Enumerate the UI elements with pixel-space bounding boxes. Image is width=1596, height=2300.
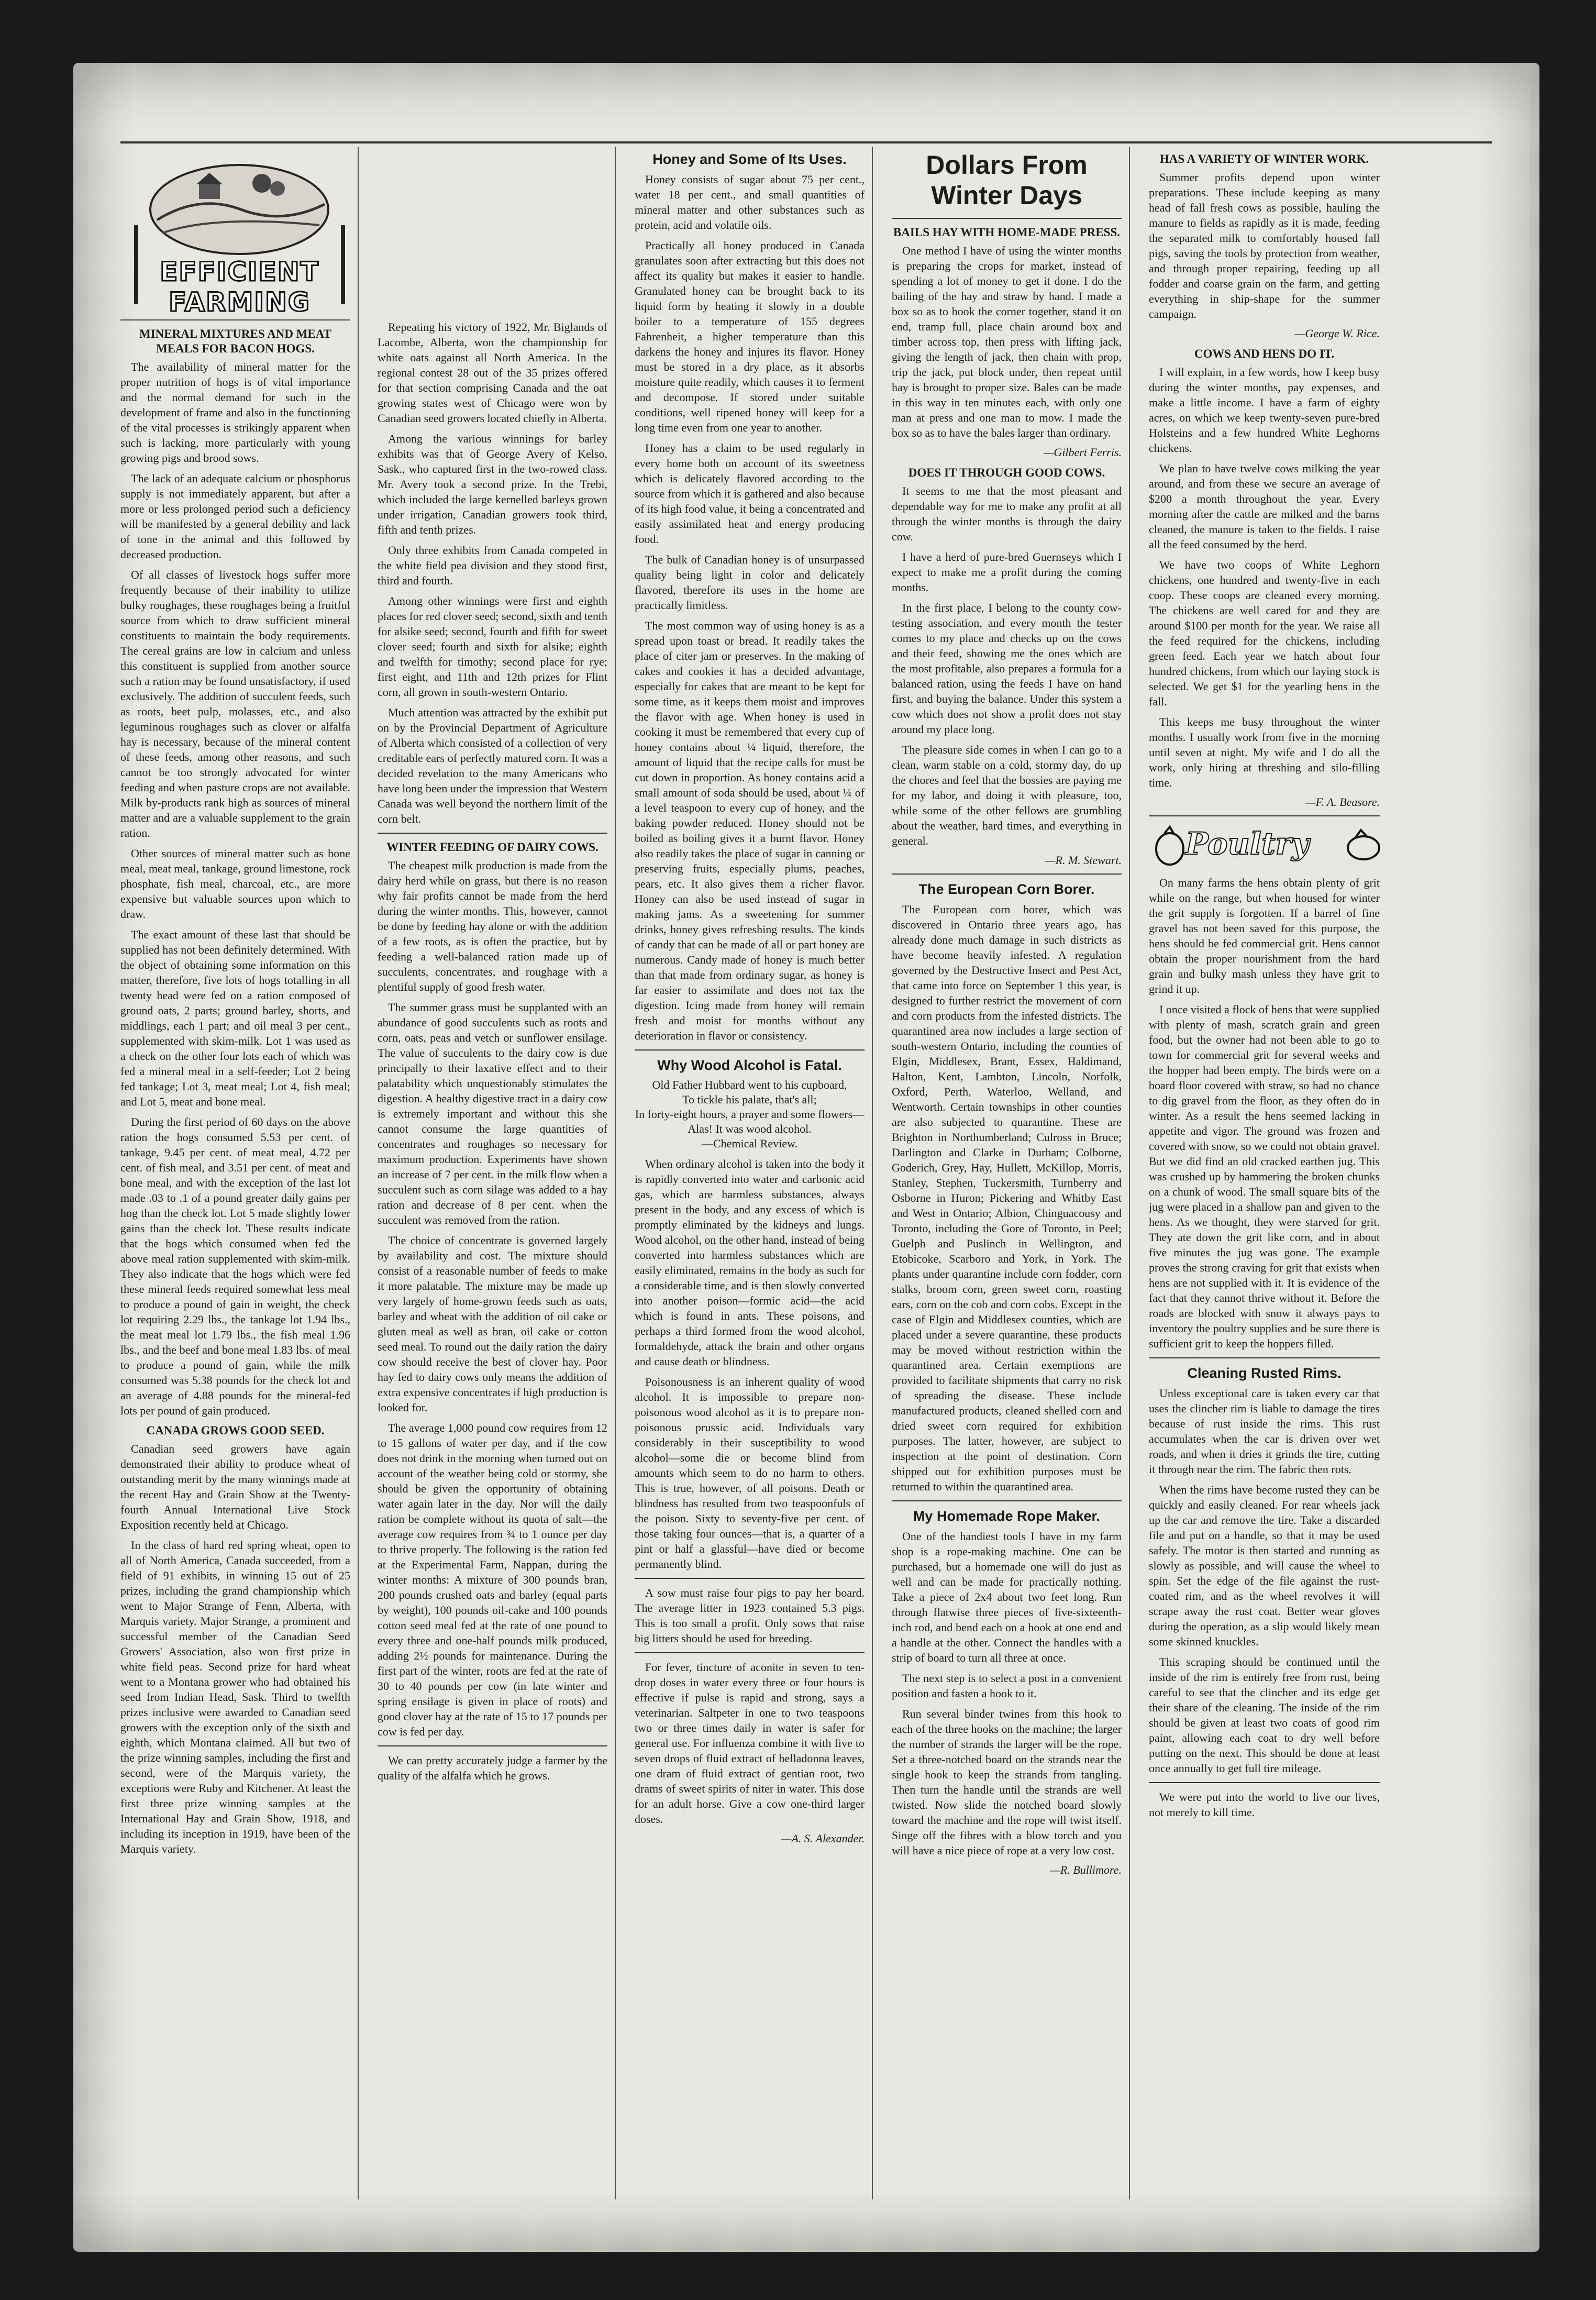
paragraph: Unless exceptional care is taken every car that uses the clincher rim is liable to damage the tires because of rust inside the rims. This rust accumulates when the car is driven over wet roads, and when it dries it grinds the tire, cutting it through near the rim. The fabric then rots. <box>1149 1387 1380 1476</box>
paragraph: Honey consists of sugar about 75 per cent., water 18 per cent., and small quantities of mineral matter and other substances such as protein, acid and volatile oils. <box>635 173 864 231</box>
column-4 <box>892 147 1130 2199</box>
masthead-title: EFFICIENT FARMING <box>160 257 319 317</box>
author-signature: —R. M. Stewart. <box>1045 854 1122 867</box>
paragraph: The summer grass must be supplanted with an abundance of good succulents such as roots and corn, oats, peas and vetch or sunflower ensilage. The value of succulents to the dairy cow is due principally to their laxative effect and to their palatability which unquestionably stimulates the digestion. A healthy digestive tract in a dairy cow is extremely important and without this she cannot consume the large quantities of concentrates and roughages so necessary for maximum production. Experiments have shown an increase of 7 per cent. in the milk flow when a succulent such as corn silage was added to a hay ration and decrease of 8 per cent. when the succulent was removed from the ration. <box>378 1001 607 1226</box>
paragraph: The cheapest milk production is made from the dairy herd while on grass, but there is no reason why fair profits cannot be made from the herd during the winter months. This, however, cannot be done by feeding hay alone or with the addition of a few roots, as is often the practice, but by feeding a well-balanced ration made up of succulents, concentrates, and roughage with a plentiful supply of good fresh water. <box>378 859 607 993</box>
heading-honey: Honey and Some of Its Uses. <box>652 151 847 167</box>
paragraph: The bulk of Canadian honey is of unsurpassed quality being light in color and delicately flavored, therefore its uses in the home are practically limitless. <box>635 553 864 612</box>
paragraph: One method I have of using the winter months is preparing the crops for market, instead of spending a lot of money to get it done. I do the bailing of the hay and straw by hand. I made a box so as to hook the corner together, stand it on end, tramp full, place chain around box and timber across top, then press with lifting jack, giving the length of jack, then chain with prop, trip the jack, put block under, then repeat until hay is brought to proper size. Bales can be made in this way in ten minutes each, with only one man at press and one man to mow. I made the box so as to have the bales larger than ordinary. <box>892 244 1122 439</box>
paragraph: Run several binder twines from this hook to each of the three hooks on the machine; the larger the number of strands the larger will be the rope. Set a three-notched board on the strands near the single hook to keep the strands from tangling. Then turn the handle until the strands are well twisted. Now slide the notched board slowly toward the machine and the rope will twist itself. Singe off the fibres with a blow torch and you will have a nice piece of rope at a very low cost. <box>892 1707 1122 1857</box>
author-signature: —Gilbert Ferris. <box>1043 446 1122 459</box>
paragraph: Only three exhibits from Canada competed in the white field pea division and they stood first, third and fourth. <box>378 544 607 587</box>
dollars-banner: Dollars From Winter Days <box>926 150 1088 210</box>
paragraph: Practically all honey produced in Canada granulates soon after extracting but this does not affect its quality but makes it easier to handle. Granulated honey can be brought back to its liquid form by heating it slowly in a double boiler to a temperature of 155 degrees Fahrenheit, a higher temperature than this darkens the honey and injures its flavor. Honey must be stored in a dry place, as it absorbs moisture quite readily, which causes it to ferment and decompose. If stored under suitable conditions, well ripened honey will keep for a long time even from one year to another. <box>635 239 864 434</box>
paragraph: I once visited a flock of hens that were supplied with plenty of mash, scratch grain and green food, but the owner had not been able to go to town for commercial grit for several weeks and the hopper had been empty. The birds were on a board floor covered with straw, so had no chance to dig gravel from the floor, as they often do in winter. As a result the hens seemed lacking in appetite and vigor. The ground was frozen and covered with snow, so we could not obtain gravel. But we did find an old cracked earthen jug. This was crushed up by hammering the broken chunks on a chunk of wood. The small square bits of the jug were placed in a shallow pan and given to the hens. As we thought, they were starved for grit. They ate down the grit like corn, and in about five minutes the jug was gone. The example proves the strong craving for grit that exists when hens are not supplied with it. It is evidence of the fact that they cannot thrive without it. Before the roads are blocked with snow it always pays to inventory the poultry supplies and be sure there is sufficient grit to keep the hoppers filled. <box>1149 1003 1380 1350</box>
paragraph: Repeating his victory of 1922, Mr. Biglands of Lacombe, Alberta, won the championship for white oats against all North America. In the regional contest 28 out of the 35 prizes offered for that section comprising Canada and the oat growing states west of Chicago were won by Canadian seed growers located chiefly in Alberta. <box>378 320 607 425</box>
paragraph: Poisonousness is an inherent quality of wood alcohol. It is impossible to prepare non-poisonous wood alcohol as it is to prepare non-poisonous prussic acid. Individuals vary considerably in their susceptibility to wood alcohol—some die or become blind from amounts which seem to do no harm to others. This is true, however, of all poisons. Death or blindness has resulted from two teaspoonfuls of the poison. Sixty to seventy-five per cent. of those taking four ounces—that is, a quarter of a pint or half a glassful—have died or become permanently blind. <box>635 1375 864 1571</box>
author-signature: —R. Bullimore. <box>1050 1863 1122 1876</box>
poem <box>635 1078 864 1151</box>
paragraph: The European corn borer, which was discovered in Ontario three years ago, has already done much damage in such districts as have become heavily infested. A regulation governed by the Destructive Insect and Pest Act, that came into force on September 1 this year, is designed to further restrict the movement of corn and corn products from the infested districts. The quarantined area now includes a large section of south-western Ontario, including the counties of Elgin, Middlesex, Brant, Essex, Haldimand, Halton, Kent, Lambton, Lincoln, Norfolk, Oxford, Perth, Waterloo, Welland, and Wentworth. Certain townships in other counties are also subjected to quarantine. These are Brighton in Northumberland; Culross in Bruce; Darlington and Clarke in Durham; Colborne, Goderich, Grey, Hay, Hullett, McKillop, Morris, Stanley, Stephen, Tuckersmith, Turnberry and Osborne in Huron; Pickering and Whitby East and West in Ontario; Albion, Chinguacousy and Toronto, including the Gore of Toronto, in Peel; Guelph and Puslinch in Wellington, and Etobicoke, Scarboro and York, in York. The plants under quarantine include corn fodder, corn stalks, broom corn, green sweet corn, roasting ears, corn on the cob and corn cobs. Except in the case of Elgin and Middlesex counties, which are placed under a severe quarantine, these products may be moved without restriction within the quarantined area. Certain exemptions are provided to facilitate shipments that carry no risk of spreading the disease. These include manufactured products, cleaned shelled corn and dried sweet corn required for exhibition purposes. The latter, however, are subject to inspection at the point of destination. Corn shipped out for exhibition purposes must be returned to within the quarantined area. <box>892 903 1122 1493</box>
paragraph: Honey has a claim to be used regularly in every home both on account of its sweetness which is delicately flavored according to the source from which it is gathered and also because of its high food value, it being a concentrated and easily assimilated heat and energy producing food. <box>635 441 864 546</box>
divider <box>635 1578 864 1579</box>
column-5 <box>1149 147 1387 2199</box>
top-rule <box>120 141 1492 143</box>
author-signature: —F. A. Beasore. <box>1305 795 1380 809</box>
paragraph: When ordinary alcohol is taken into the body it is rapidly converted into water and carbonic acid gas, which are harmless substances, always present in the body, and any excess of which is promptly eliminated by the kidneys and lungs. Wood alcohol, on the other hand, instead of being converted into harmless substances which are easily eliminated, remains in the body as such for a considerable time, and is then slowly converted into another poison—formic acid—the acid which is found in ants. These poisons, and perhaps a third formed from the wood alcohol, formaldehyde, attack the brain and other organs and cause death or blindness. <box>635 1157 864 1368</box>
paragraph: We can pretty accurately judge a farmer by the quality of the alfalfa which he grows. <box>378 1754 607 1782</box>
poem-line: To tickle his palate, that's all; <box>682 1093 817 1106</box>
poem-line: Alas! It was wood alcohol. <box>688 1122 812 1135</box>
newspaper-page <box>73 63 1539 2252</box>
paragraph: In the first place, I belong to the county cow-testing association, and every month the tester comes to my place and checks up on the cows and their feed, showing me the ones which are the most profitable, also prepares a formula for a balanced ration, using the feeds I have on hand first, and buying the balance. Under this system a cow which does not show a profit does not stay around my place long. <box>892 601 1122 736</box>
divider <box>892 218 1122 219</box>
paragraph: Summer profits depend upon winter preparations. These include keeping as many head of fall fresh cows as possible, hauling the manure to fields as rapidly as it is made, feeding the separated milk to comfortably housed fall pigs, saving the tools by protection from weather, and through proper repairing, feeding up all fodder and coarse grain on the farm, and getting everything in ship-shape for the summer campaign. <box>1149 171 1380 320</box>
efficient-farming-masthead <box>120 147 350 320</box>
divider <box>1149 815 1380 816</box>
divider <box>892 1500 1122 1501</box>
heading-cows-hens: COWS AND HENS DO IT. <box>1194 347 1335 360</box>
paragraph: Among the various winnings for barley exhibits was that of George Avery of Kelso, Sask., who captured first in the two-rowed class. Mr. Avery took a second prize. In the Trebi, which included the large kernelled barleys grown under irrigation, Canadian growers took third, fifth and tenth prizes. <box>378 432 607 536</box>
poultry-heading <box>1149 823 1380 870</box>
divider <box>378 1745 607 1746</box>
heading-mineral-mixtures: MINERAL MIXTURES AND MEAT MEALS FOR BACON HOGS. <box>139 327 331 355</box>
paragraph: The next step is to select a post in a convenient position and fasten a hook to it. <box>892 1672 1122 1700</box>
paragraph: During the first period of 60 days on the above ration the hogs consumed 5.53 per cent. of tankage, 9.45 per cent. of meat meal, 4.72 per cent. of fish meal, and 3.51 per cent. of meat and bone meal, and with the exception of the last lot made .03 to .1 of a pound greater daily gains per hog than the check lot. Lot 5 made slightly lower gains than the check lot. These results indicate that the hogs which consumed when fed the above meal ration supplemented with skim-milk. They also indicate that the hogs which were fed these mineral feeds required somewhat less meal to produce a pound of gain in weight, the check lot requiring 2.29 lbs., the tankage lot 1.94 lbs., the meat meal lot 1.79 lbs., the fish meal 1.96 lbs., and the beef and bone meal 1.83 lbs. of meal to produce a pound of gain, while the milk consumed was 5.38 pounds for the check lot and an average of 4.88 pounds for the mineral-fed lots per pound of gain produced. <box>120 1115 350 1417</box>
paragraph: I have a herd of pure-bred Guernseys which I expect to make me a profit during the coming months. <box>892 550 1122 594</box>
author-signature: —George W. Rice. <box>1294 327 1380 340</box>
poem-line: In forty-eight hours, a prayer and some flowers— <box>635 1108 864 1121</box>
paragraph: I will explain, in a few words, how I keep busy during the winter months, pay expenses, and make a little income. I have a farm of eighty acres, on which we keep twenty-seven pure-bred Holsteins and a few hundred White Leghorns chickens. <box>1149 366 1380 455</box>
heading-rope-maker: My Homemade Rope Maker. <box>913 1508 1101 1524</box>
heading-good-cows: DOES IT THROUGH GOOD COWS. <box>908 466 1105 479</box>
paragraph: Canadian seed growers have again demonstrated their ability to produce wheat of outstanding merit by the many winnings made at the recent Hay and Grain Show at the Twenty-fourth Annual International Live Stock Exposition recently held at Chicago. <box>120 1442 350 1531</box>
paragraph: The pleasure side comes in when I can go to a clean, warm stable on a cold, stormy day, do up the chores and feel that the bossies are paying me for my labor, and doing it with pleasure, too, while some of the other fellows are grumbling about the weather, hard times, and everything in general. <box>892 743 1122 847</box>
heading-canada-seed: CANADA GROWS GOOD SEED. <box>146 1424 325 1437</box>
heading-bails-hay: BAILS HAY WITH HOME-MADE PRESS. <box>893 226 1121 239</box>
paragraph: The exact amount of these last that should be supplied has not been definitely determined. With the object of obtaining some information on this matter, therefore, five lots of hogs totalling in all twenty head were fed on a ration composed of ground oats, 2 parts; ground barley, shorts, and middlings, each 1 part; and oil meal 3 per cent., supplemented with skim-milk. Lot 1 was used as a check on the other four lots each of which was fed a mineral meal in a self-feeder; Lot 2 being fed tankage; Lot 3, meat meal; Lot 4, fish meal; and Lot 5, meat and bone meal. <box>120 928 350 1108</box>
divider <box>892 873 1122 875</box>
paragraph: A sow must raise four pigs to pay her board. The average litter in 1923 contained 5.3 pigs. This is too small a profit. Only sows that raise big litters should be used for breeding. <box>635 1586 864 1645</box>
paragraph: When the rims have become rusted they can be quickly and easily cleaned. For rear wheels jack up the car and remove the tire. Take a discarded file and put on a handle, so that it may be used safely. The motor is then started and running as slowly as possible, and will cause the wheel to spin. Set the edge of the file against the rust-coated rim, and as the wheel revolves it will scrape away the rust coat. Better wear gloves during the operation, as a slip would likely mean some skinned knuckles. <box>1149 1483 1380 1648</box>
paragraph: One of the handiest tools I have in my farm shop is a rope-making machine. One can be purchased, but a homemade one will do just as well and can be made for practically nothing. Take a piece of 2x4 about two feet long. Run through flatwise three pieces of five-sixteenth-inch rod, and bend each on a hook at one end and a handle at the other. Connect the handles with a strip of board to turn all three at once. <box>892 1530 1122 1664</box>
heading-winter-work: HAS A VARIETY OF WINTER WORK. <box>1159 152 1369 165</box>
paragraph: On many farms the hens obtain plenty of grit while on the range, but when housed for winter the grit supply is forgotten. If a barrel of fine gravel has not been saved for this purpose, the hens should be fed commercial grit. Hens cannot obtain the proper nourishment from the hard grain and bulky mash unless they have grit to grind it up. <box>1149 876 1380 996</box>
column-2 <box>378 147 616 2199</box>
heading-rusted-rims: Cleaning Rusted Rims. <box>1187 1365 1342 1381</box>
paragraph: This keeps me busy throughout the winter months. I usually work from five in the morning until seven at night. My wife and I do all the work, only hiring at threshing and silo-filling time. <box>1149 715 1380 789</box>
paragraph: The average 1,000 pound cow requires from 12 to 15 gallons of water per day, and if the cow does not drink in the morning when turned out on account of the weather being cold or stormy, she should be given the opportunity of obtaining water again later in the day. Nor will the daily ration be complete without its quota of salt—the average cow requires from ¾ to 1 ounce per day to thrive properly. The following is the ration fed at the Experimental Farm, Nappan, during the winter months: A mixture of 300 pounds bran, 200 pounds crushed oats and barley (equal parts by weight), 100 pounds oil-cake and 100 pounds cotton seed meal fed at the rate of one pound to every three and one-half pounds milk produced, adding 2½ pounds for maintenance. During the first part of the winter, roots are fed at the rate of 30 to 40 pounds per cow (in late winter and spring ensilage is given in place of roots) and good clover hay at the rate of 15 to 17 pounds per cow is fed per day. <box>378 1421 607 1738</box>
poem-source: —Chemical Review. <box>701 1137 798 1150</box>
paragraph: Of all classes of livestock hogs suffer more frequently because of their inability to utilize bulky roughages, these roughages being a fruitful source from which to draw sufficient mineral constituents to maintain the body requirements. The cereal grains are low in calcium and unless this constituent is supplied from another source such a ration may be found unsatisfactory, if used exclusively. The addition of succulent feeds, such as roots, beet pulp, molasses, etc., and also leguminous roughages such as clover or alfalfa hay is necessary, because of the mineral content of these feeds, among other reasons, and such cannot be too strongly advocated for winter feeding and when pasture crops are not available. Milk by-products rank high as sources of mineral matter and are a valuable supplement to the grain ration. <box>120 568 350 839</box>
column-3 <box>635 147 873 2199</box>
paragraph: We plan to have twelve cows milking the year around, and from these we secure an average of $200 a month throughout the year. Every morning after the cattle are milked and the barns cleaned, the manure is taken to the fields. I raise all the feed consumed by the herd. <box>1149 462 1380 551</box>
paragraph: In the class of hard red spring wheat, open to all of North America, Canada succeeded, from a field of 91 exhibits, in winning 15 out of 25 prizes, including the grand championship which went to Major Strange of Fenn, Alberta, with Marquis variety. Major Strange, a prominent and successful member of the Canadian Seed Growers' Association, also won first prize in white field peas. Second prize for hard wheat went to a Montana grower who had obtained his seed from Indian Head, Sask. Third to twelfth prizes inclusive were awarded to Canadian seed growers with the exception only of the sixth and eighth, which Montana claimed. All but two of the prize winning samples, including the first and second, were of the Marquis variety, the exceptions were Ruby and Kitchener. At least the first three prize winning samples at the International Hay and Grain Show, 1918, and including its inception in 1919, have been of the Marquis variety. <box>120 1539 350 1855</box>
paragraph: The availability of mineral matter for the proper nutrition of hogs is of vital importance and the normal demand for such in the development of frame and also in the functioning of the vital processes is strikingly apparent when such is lacking, more particularly with young growing pigs and brood sows. <box>120 360 350 465</box>
paragraph: We have two coops of White Leghorn chickens, one hundred and twenty-five in each coop. These coops are cleaned every morning. The chickens are well cared for and they are around $100 per month for the year. We raise all the feed required for the chickens, including green feed. Each year we hatch about four hundred chickens, from which our laying stock is selected. We get $1 for the yearling hens in the fall. <box>1149 558 1380 708</box>
paragraph: For fever, tincture of aconite in seven to ten-drop doses in water every three or four hours is effective if pulse is rapid and strong, says a veterinarian. Saltpeter in one to two teaspoons two or three times daily in water is safer for general use. For influenza combine it with five to seven drops of fluid extract of belladonna leaves, one dram of fluid extract of gentian root, two drams of sweet spirits of niter in water. This dose for an adult horse. Give a cow one-third larger doses. <box>635 1661 864 1826</box>
column-1 <box>120 147 359 2199</box>
poem-line: Old Father Hubbard went to his cupboard, <box>652 1078 847 1091</box>
paragraph: It seems to me that the most pleasant and dependable way for me to make any profit at all through the winter months is through the dairy cow. <box>892 484 1122 543</box>
divider <box>635 1652 864 1653</box>
paragraph: This scraping should be continued until the inside of the rim is entirely free from rust, being careful to see that the clincher and its edge get their share of the cleaning. The inside of the rim should be given at least two coats of good rim paint, allowing each coat to dry well before putting on the next. This should be done at least once annually to get full tire mileage. <box>1149 1655 1380 1775</box>
page-columns <box>120 147 1492 2199</box>
paragraph: Much attention was attracted by the exhibit put on by the Provincial Department of Agriculture of Alberta which consisted of a collection of very creditable ears of perfectly matured corn. It was a decided revelation to the many Americans who have long been under the impression that Western Canada was well beyond the northern limit of the corn belt. <box>378 706 607 825</box>
paragraph: The lack of an adequate calcium or phosphorus supply is not immediately apparent, but after a more or less prolonged period such a deficiency will be manifested by a general debility and lack of tone in the animal and this followed by decreased production. <box>120 472 350 561</box>
paragraph: The most common way of using honey is as a spread upon toast or bread. It readily takes the place of citer jam or preserves. In the making of cakes and cookies it has a decided advantage, especially for cakes that are meant to be kept for some time, as it keeps them moist and improves the flavor with age. When honey is used in cooking it must be remembered that every cup of honey contains about ¼ liquid, therefore, the amount of liquid that the recipe calls for must be cut down in proportion. As honey contains acid a small amount of soda should be used, about ¼ of a level teaspoon to every cup of honey, and the baking powder reduced. Honey should not be boiled as boiling gives it a burnt flavor. Honey also readily takes the place of sugar in canning or preserving fruits, especially plums, peaches, pears, etc. It also gives them a richer flavor. Honey can also be used instead of sugar in making jams. As a sweetening for summer drinks, honey gives refreshing results. The kinds of candy that can be made of all or part honey are numerous. Candy made of honey is much better than that made from ordinary sugar, as honey is far easier to assimilate and does not tax the digestion. Icing made from honey will remain fresh and moist for months without any deterioration in flavor or consistency. <box>635 619 864 1042</box>
paragraph: We were put into the world to live our lives, not merely to kill time. <box>1149 1790 1380 1819</box>
heading-corn-borer: The European Corn Borer. <box>918 881 1095 897</box>
divider <box>1149 1782 1380 1783</box>
author-signature: —A. S. Alexander. <box>781 1832 864 1845</box>
poultry-title: Poultry <box>1185 826 1309 861</box>
divider <box>378 833 607 834</box>
paragraph: The choice of concentrate is governed largely by availability and cost. The mixture should consist of a reasonable number of feeds to make it more palatable. The mixture may be made up very largely of home-grown feeds such as oats, barley and wheat with the addition of oil cake or gluten meal as well as bran, oil cake or cotton seed meal. To round out the daily ration the dairy cow should receive the best of clover hay. Poor hay fed to dairy cows only means the addition of extra expensive concentrates if high production is looked for. <box>378 1234 607 1414</box>
heading-dairy-cows: WINTER FEEDING OF DAIRY COWS. <box>386 841 598 854</box>
heading-wood-alcohol: Why Wood Alcohol is Fatal. <box>657 1057 842 1073</box>
paragraph: Among other winnings were first and eighth places for red clover seed; second, sixth and tenth for alsike seed; second, fourth and fifth for sweet clover seed; fourth and sixth for alsike; eighth and twelfth for timothy; second place for rye; first eight, and 11th and 12th prizes for Flint corn, all grown in south-western Ontario. <box>378 594 607 699</box>
divider <box>635 1049 864 1051</box>
divider <box>1149 1357 1380 1358</box>
paragraph: Other sources of mineral matter such as bone meal, meat meal, tankage, ground limestone, rock phosphate, fish meal, charcoal, etc., are more expensive but valuable sources upon which to draw. <box>120 847 350 921</box>
